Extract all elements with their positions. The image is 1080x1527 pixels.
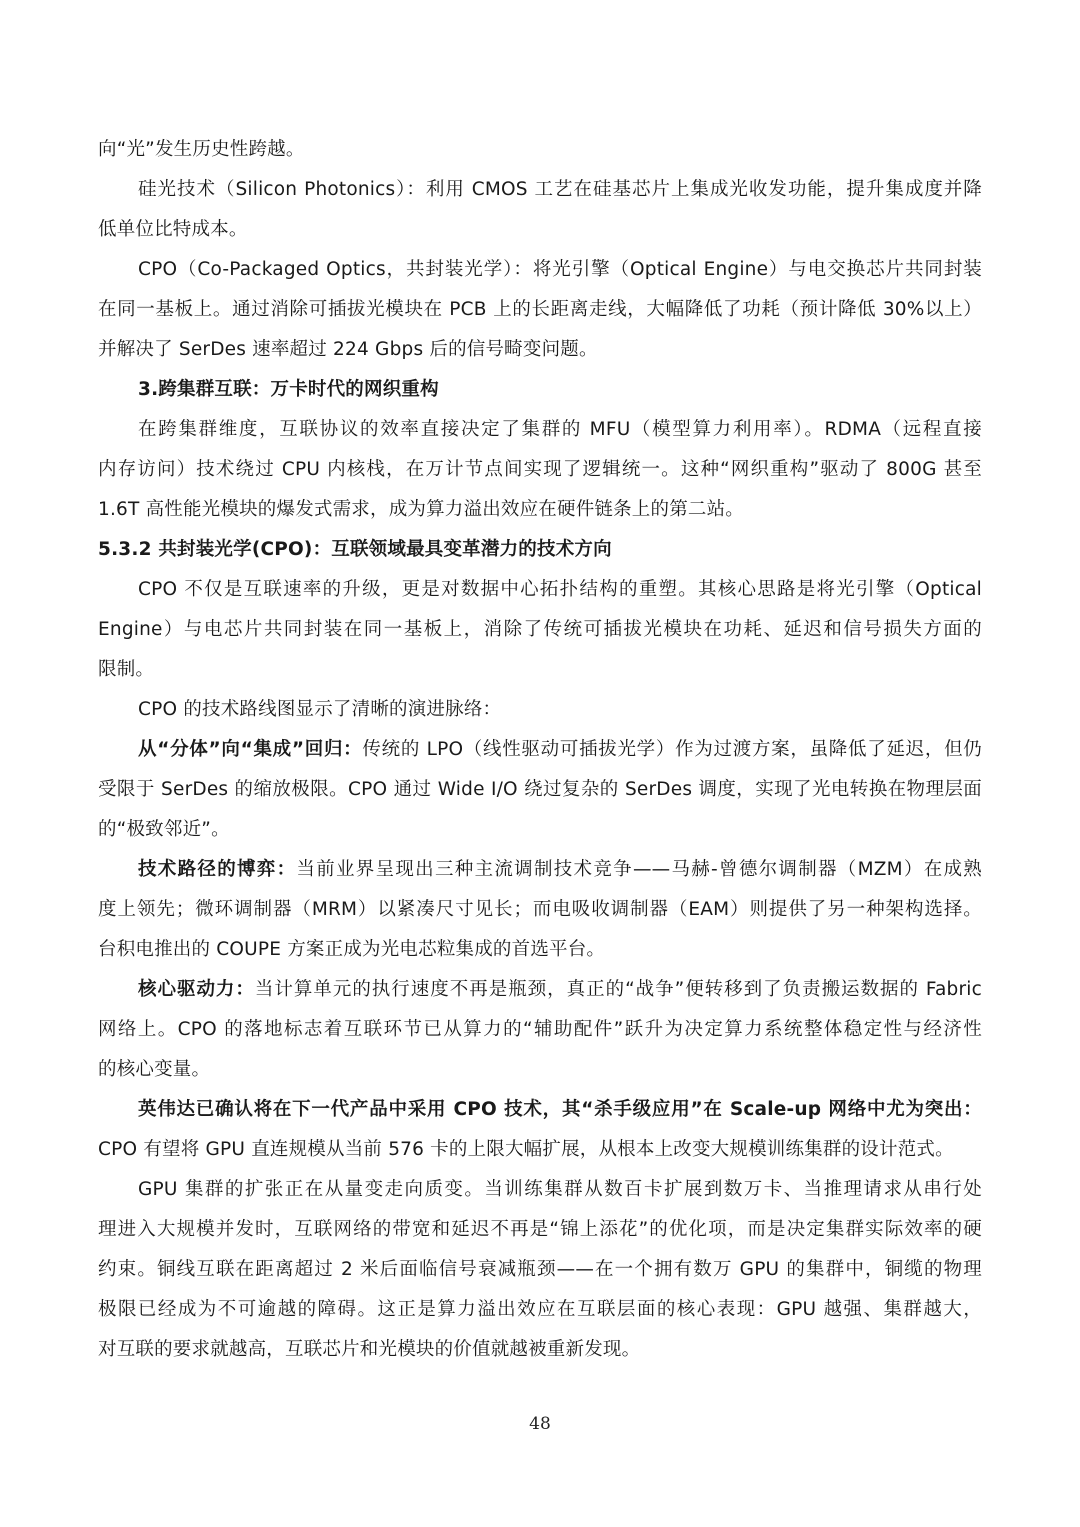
page-number: 48 bbox=[529, 1414, 551, 1434]
bold-lead: 技术路径的博弈： bbox=[138, 859, 297, 880]
paragraph-line: 理进入大规模并发时，互联网络的带宽和延迟不再是“锦上添花”的优化项，而是决定集群实际效率的硬 bbox=[98, 1219, 982, 1240]
paragraph-line bbox=[98, 850, 982, 890]
paragraph-line: 并解决了 SerDes 速率超过 224 Gbps 后的信号畸变问题。 bbox=[98, 339, 598, 360]
bold-lead: 从“分体”向“集成”回归： bbox=[138, 739, 363, 760]
section-heading: 5.3.2 共封装光学(CPO)：互联领域最具变革潜力的技术方向 bbox=[98, 539, 612, 560]
paragraph-line: CPO（Co-Packaged Optics，共封装光学）：将光引擎（Optical Engine）与电交换芯片共同封装 bbox=[138, 259, 982, 280]
subsection-heading: 3.跨集群互联：万卡时代的网织重构 bbox=[138, 379, 439, 400]
paragraph-line: 内存访问）技术绕过 CPU 内核栈，在万计节点间实现了逻辑统一。这种“网织重构”驱动了 800G 甚至 bbox=[98, 459, 982, 480]
paragraph-line: 1.6T 高性能光模块的爆发式需求，成为算力溢出效应在硬件链条上的第二站。 bbox=[98, 499, 745, 520]
paragraph-line: 在同一基板上。通过消除可插拔光模块在 PCB 上的长距离走线，大幅降低了功耗（预计降低 30%以上） bbox=[98, 299, 982, 320]
paragraph-line: 硅光技术（Silicon Photonics）：利用 CMOS 工艺在硅基芯片上集成光收发功能，提升集成度并降 bbox=[138, 179, 982, 200]
paragraph-line: Engine）与电芯片共同封装在同一基板上，消除了传统可插拔光模块在功耗、延迟和信号损失方面的 bbox=[98, 619, 982, 640]
paragraph-line: 低单位比特成本。 bbox=[98, 219, 248, 240]
paragraph-line: 度上领先；微环调制器（MRM）以紧凑尺寸见长；而电吸收调制器（EAM）则提供了另一种架构选择。 bbox=[98, 899, 982, 920]
paragraph-line: 的核心变量。 bbox=[98, 1059, 211, 1080]
paragraph-text: 传统的 LPO（线性驱动可插拔光学）作为过渡方案，虽降低了延迟，但仍 bbox=[362, 739, 982, 760]
paragraph-text: 当前业界呈现出三种主流调制技术竞争——马赫-曾德尔调制器（MZM）在成熟 bbox=[296, 859, 982, 880]
paragraph-line: 对互联的要求就越高，互联芯片和光模块的价值就越被重新发现。 bbox=[98, 1339, 641, 1360]
document-body bbox=[98, 130, 982, 1370]
paragraph-line bbox=[98, 730, 982, 770]
paragraph-line: GPU 集群的扩张正在从量变走向质变。当训练集群从数百卡扩展到数万卡、当推理请求从串行处 bbox=[138, 1179, 982, 1200]
paragraph-text: 当计算单元的执行速度不再是瓶颈，真正的“战争”便转移到了负责搬运数据的 Fabric bbox=[254, 979, 982, 1000]
paragraph-line: 极限已经成为不可逾越的障碍。这正是算力溢出效应在互联层面的核心表现：GPU 越强、集群越大， bbox=[98, 1299, 982, 1320]
paragraph-line: 的“极致邻近”。 bbox=[98, 819, 230, 840]
paragraph-line bbox=[98, 970, 982, 1010]
paragraph-line: 受限于 SerDes 的缩放极限。CPO 通过 Wide I/O 绕过复杂的 SerDes 调度，实现了光电转换在物理层面 bbox=[98, 779, 982, 800]
paragraph-line: 台积电推出的 COUPE 方案正成为光电芯粒集成的首选平台。 bbox=[98, 939, 606, 960]
paragraph-line: 向“光”发生历史性跨越。 bbox=[98, 139, 305, 160]
paragraph-line: CPO 的技术路线图显示了清晰的演进脉络： bbox=[138, 699, 502, 720]
paragraph-line: 约束。铜线互联在距离超过 2 米后面临信号衰减瓶颈——在一个拥有数万 GPU 的集群中，铜缆的物理 bbox=[98, 1259, 982, 1280]
bold-paragraph-line: 英伟达已确认将在下一代产品中采用 CPO 技术，其“杀手级应用”在 Scale-up 网络中尤为突出： bbox=[138, 1099, 982, 1120]
paragraph-line: 在跨集群维度，互联协议的效率直接决定了集群的 MFU（模型算力利用率）。RDMA（远程直接 bbox=[138, 419, 982, 440]
paragraph-line: CPO 有望将 GPU 直连规模从当前 576 卡的上限大幅扩展，从根本上改变大规模训练集群的设计范式。 bbox=[98, 1139, 954, 1160]
paragraph-line: 限制。 bbox=[98, 659, 155, 680]
paragraph-line: CPO 不仅是互联速率的升级，更是对数据中心拓扑结构的重塑。其核心思路是将光引擎（Optical bbox=[138, 579, 982, 600]
bold-lead: 核心驱动力： bbox=[138, 979, 255, 1000]
paragraph-line: 网络上。CPO 的落地标志着互联环节已从算力的“辅助配件”跃升为决定算力系统整体稳定性与经济性 bbox=[98, 1019, 982, 1040]
